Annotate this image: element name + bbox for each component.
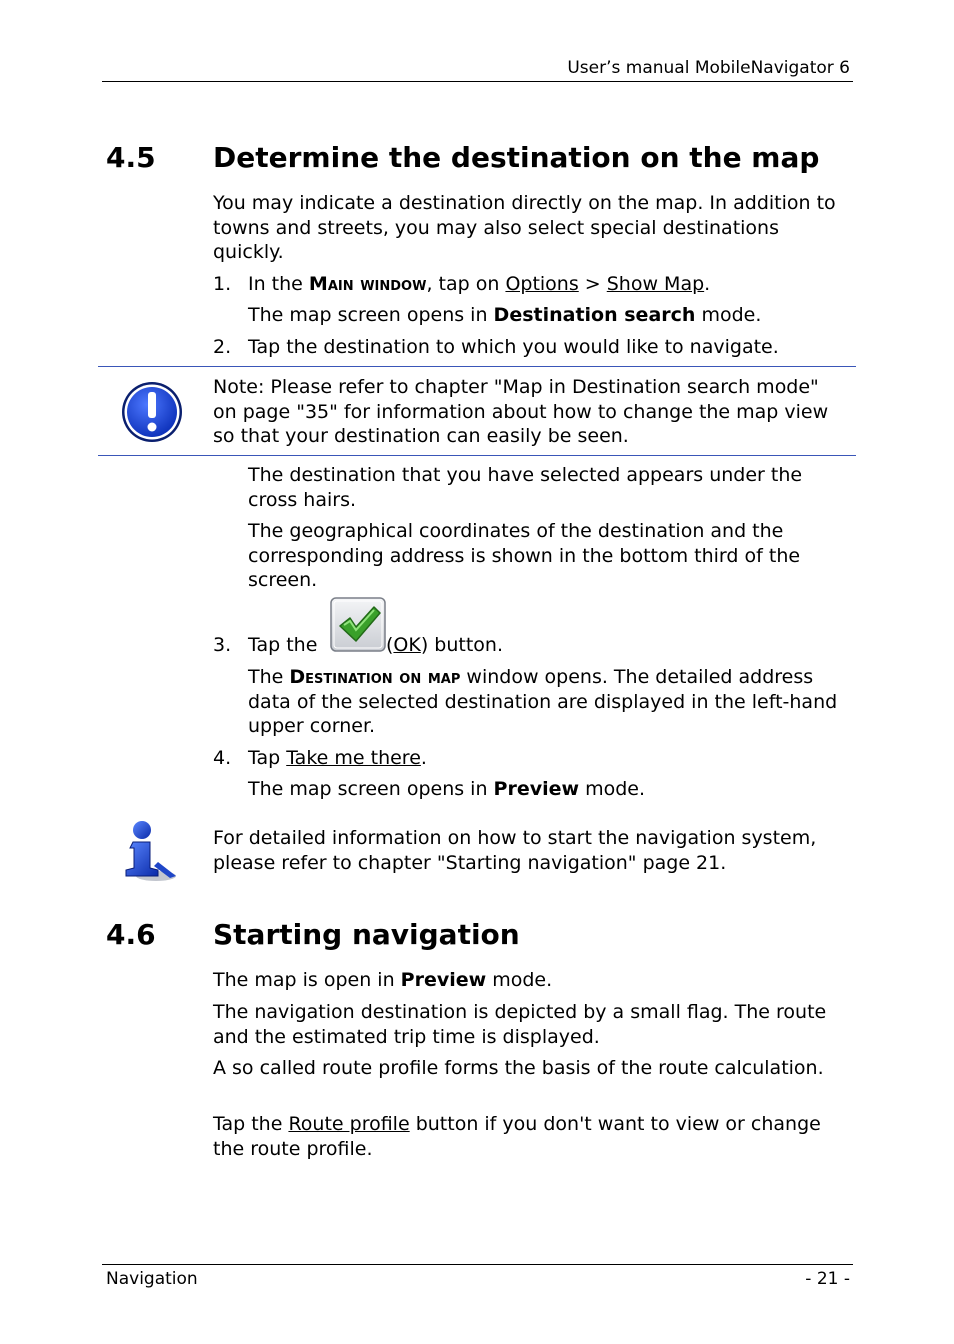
section-title: Determine the destination on the map: [213, 141, 820, 174]
step-2: Tap the destination to which you would like to navigate.: [248, 336, 779, 358]
note-bottom-rule: [98, 455, 856, 456]
ok-button-image[interactable]: [330, 597, 386, 652]
step-number: 3.: [213, 634, 232, 656]
step-3-post: (OK) button.: [386, 634, 504, 656]
info-text: For detailed information on how to start the navigation system, please refer to chapter "Starting navigation" page 21.: [213, 827, 817, 874]
paragraph: The navigation destination is depicted by a small flag. The route and the estimated trip time is displayed.: [213, 1001, 827, 1048]
exclamation-icon: [120, 380, 184, 444]
header-rule: [102, 81, 853, 82]
options-link[interactable]: Options: [505, 273, 579, 295]
intro-paragraph: You may indicate a destination directly on the map. In addition to towns and streets, you may also select special destinations quickly.: [213, 192, 836, 263]
info-person-icon: [118, 818, 182, 884]
checkmark-button-icon: [330, 597, 386, 652]
section-number: 4.6: [106, 918, 156, 951]
destination-on-map-ref: Destination on map: [289, 666, 461, 688]
take-me-there-link[interactable]: Take me there: [286, 747, 421, 769]
step-3-pre: Tap the: [248, 634, 318, 656]
step-4-result: The map screen opens in Preview mode.: [248, 778, 646, 800]
section-number: 4.5: [106, 141, 156, 174]
section-title: Starting navigation: [213, 918, 520, 951]
footer-section: Navigation: [106, 1269, 198, 1289]
running-header: User’s manual MobileNavigator 6: [567, 58, 850, 78]
page-number: - 21 -: [805, 1269, 850, 1289]
paragraph: A so called route profile forms the basis of the route calculation.: [213, 1057, 824, 1079]
step-number: 1.: [213, 273, 232, 295]
result-paragraph: The geographical coordinates of the destination and the corresponding address is shown in the bottom third of the screen.: [248, 520, 801, 591]
result-paragraph: The destination that you have selected appears under the cross hairs.: [248, 464, 803, 511]
note-text: Note: Please refer to chapter "Map in Destination search mode" on page "35" for information about how to change the map view so that your destination can easily be seen.: [213, 376, 829, 447]
paragraph: Tap the Route profile button if you don't want to view or change the route profile.: [213, 1113, 821, 1160]
footer-rule: [102, 1264, 853, 1265]
step-3-result: The Destination on map window opens. The detailed address data of the selected destination are displayed in the left-hand upper corner.: [248, 666, 838, 737]
step-number: 2.: [213, 336, 232, 358]
step-number: 4.: [213, 747, 232, 769]
paragraph: The map is open in Preview mode.: [213, 969, 553, 991]
step-4: Tap Take me there.: [248, 747, 427, 769]
ok-link[interactable]: OK: [393, 634, 421, 656]
main-window-ref: Main window: [308, 273, 427, 295]
route-profile-link[interactable]: Route profile: [288, 1113, 410, 1135]
show-map-link[interactable]: Show Map: [606, 273, 705, 295]
note-top-rule: [98, 366, 856, 367]
step-1-result: The map screen opens in Destination search mode.: [248, 304, 762, 326]
step-1: In the Main window, tap on Options > Show Map.: [248, 273, 711, 295]
